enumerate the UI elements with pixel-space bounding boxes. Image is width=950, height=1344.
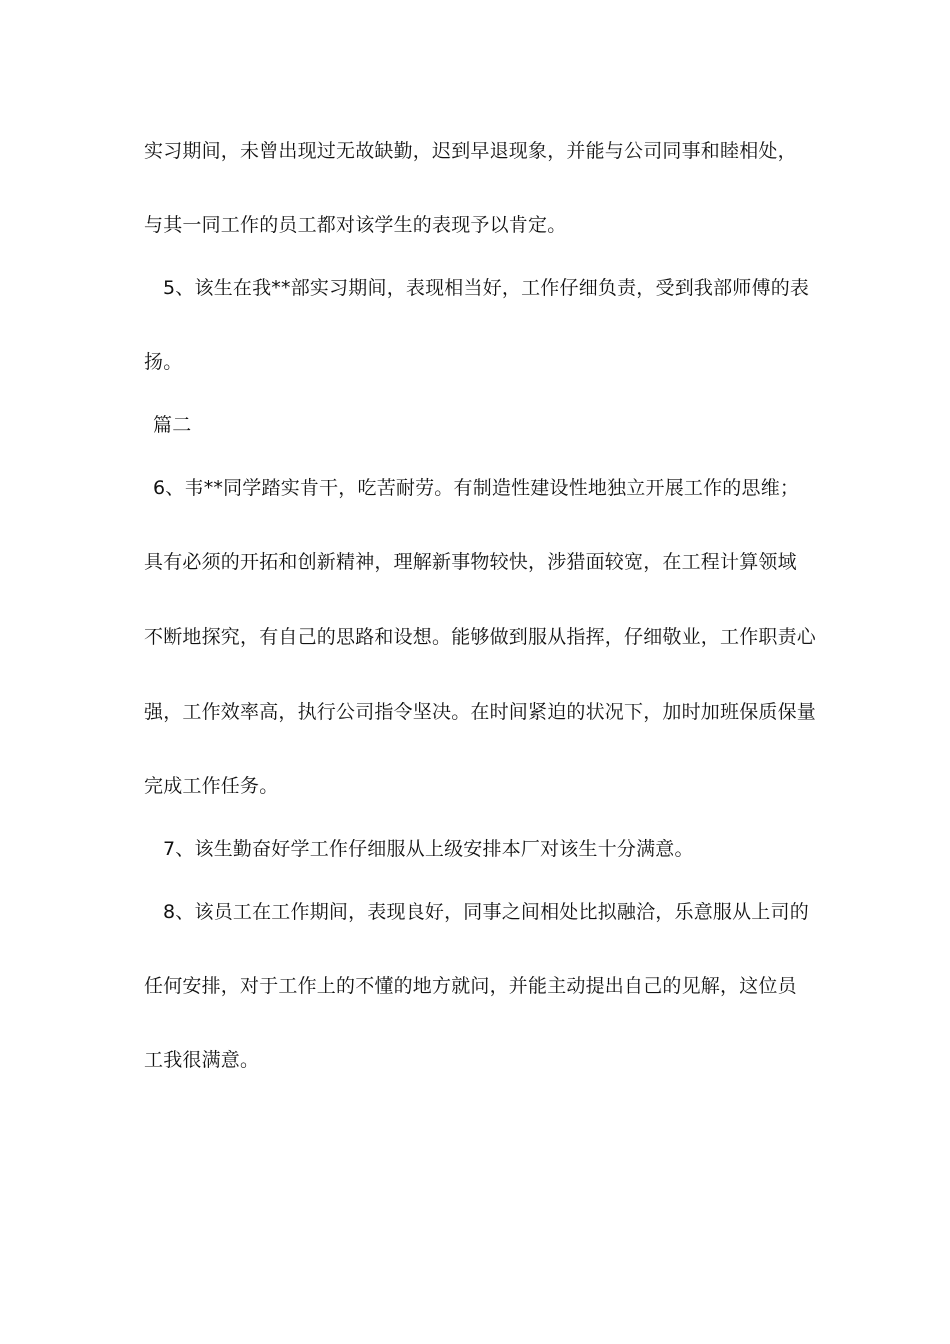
section-heading: 篇二: [153, 414, 192, 436]
paragraph-line-2: 与其一同工作的员工都对该学生的表现予以肯定。: [144, 214, 567, 236]
item-5-line-2: 扬。: [144, 351, 183, 373]
item-6-line-3: 不断地探究，有自己的思路和设想。能够做到服从指挥，仔细敬业，工作职责心: [144, 626, 817, 648]
paragraph-line-1: 实习期间，未曾出现过无故缺勤，迟到早退现象，并能与公司同事和睦相处，: [144, 140, 797, 162]
item-6-line-5: 完成工作任务。: [144, 775, 279, 797]
item-6-line-2: 具有必须的开拓和创新精神，理解新事物较快，涉猎面较宽，在工程计算领域: [144, 551, 797, 573]
item-5-line-1: 5、该生在我**部实习期间，表现相当好，工作仔细负责，受到我部师傅的表: [163, 277, 810, 299]
item-8-line-3: 工我很满意。: [144, 1049, 260, 1071]
item-8-line-2: 任何安排，对于工作上的不懂的地方就问，并能主动提出自己的见解，这位员: [144, 975, 797, 997]
item-6-line-1: 6、韦**同学踏实肯干，吃苦耐劳。有制造性建设性地独立开展工作的思维；: [153, 477, 800, 499]
item-8-line-1: 8、该员工在工作期间，表现良好，同事之间相处比拟融洽，乐意服从上司的: [163, 901, 809, 923]
item-6-line-4: 强，工作效率高，执行公司指令坚决。在时间紧迫的状况下，加时加班保质保量: [144, 701, 817, 723]
item-7-line-1: 7、该生勤奋好学工作仔细服从上级安排本厂对该生十分满意。: [163, 838, 694, 860]
